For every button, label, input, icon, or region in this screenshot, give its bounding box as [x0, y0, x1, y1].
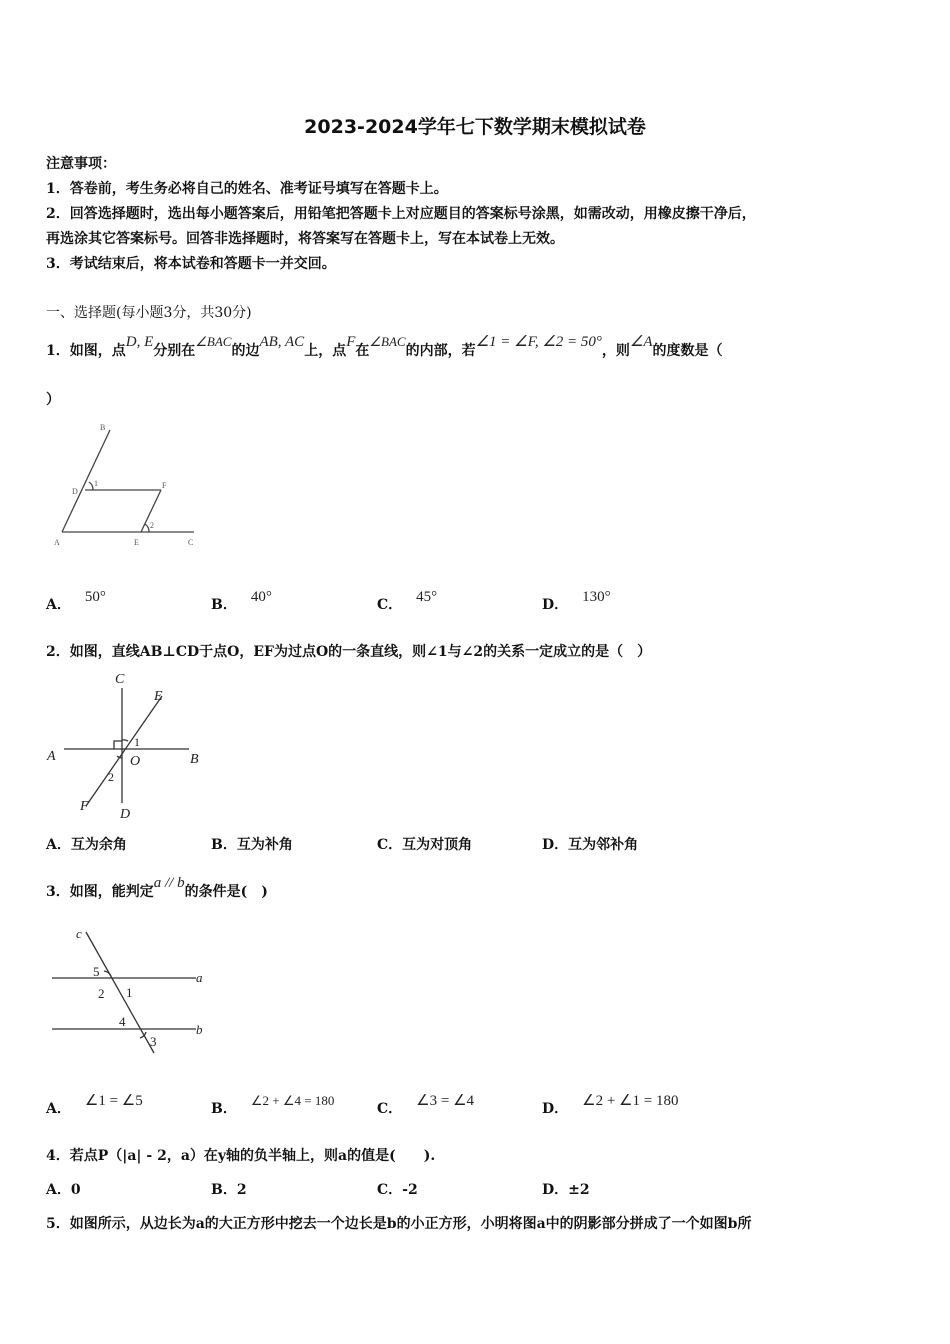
notes-heading: 注意事项：: [46, 156, 116, 172]
q4-option-c[interactable]: C．-2: [377, 1182, 418, 1198]
q4-option-b[interactable]: B．2: [211, 1182, 247, 1198]
question-1-figure: [46, 420, 206, 555]
q1-option-a[interactable]: A． 50°: [46, 589, 106, 613]
label-angle-5: 5: [93, 964, 100, 979]
q1-option-b[interactable]: B． 40°: [211, 589, 272, 613]
q3-option-b[interactable]: B．∠2 + ∠4 = 180: [211, 1093, 335, 1117]
question-2-text: 2．如图，直线AB⊥CD于点O，EF为过点O的一条直线，则∠1与∠2的关系一定成立的是（ ）: [46, 644, 652, 660]
q4-option-a[interactable]: A．0: [46, 1182, 81, 1198]
angle-1-arc: [122, 740, 128, 741]
label-d: D: [120, 807, 131, 822]
label-e: E: [134, 538, 139, 547]
label-angle-2: 2: [150, 521, 154, 530]
q2-option-d[interactable]: D．互为邻补角: [542, 837, 639, 853]
q1-option-c[interactable]: C． 45°: [377, 589, 438, 613]
label-b: b: [196, 1022, 203, 1037]
q2-option-a[interactable]: A．互为余角: [46, 837, 127, 853]
angle-1-arc: [89, 482, 93, 490]
page-title: 2023-2024学年七下数学期末模拟试卷: [304, 116, 646, 138]
section-heading: 一、选择题(每小题3分，共30分): [46, 305, 252, 321]
label-d: D: [72, 487, 78, 496]
q2-option-b[interactable]: B．互为补角: [211, 837, 293, 853]
line-ef: [86, 696, 162, 806]
question-5-text: 5．如图所示，从边长为a的大正方形中挖去一个边长是b的小正方形，小明将图a中的阴影部分拼成了一个如图b所: [46, 1216, 752, 1232]
label-c: c: [76, 926, 82, 941]
label-o: O: [130, 754, 141, 769]
label-angle-3: 3: [150, 1034, 157, 1049]
q1-option-d[interactable]: D． 130°: [542, 589, 611, 613]
q3-option-a[interactable]: A． ∠1 = ∠5: [46, 1093, 143, 1117]
q3-option-d[interactable]: D． ∠2 + ∠1 = 180: [542, 1093, 679, 1117]
label-f: F: [80, 799, 89, 814]
label-angle-2: 2: [108, 770, 114, 784]
q4-option-d[interactable]: D．±2: [542, 1182, 590, 1198]
question-1-text: 1．如图，点D, E分别在∠BAC的边AB, AC上，点F在∠BAC的内部，若∠1 = ∠F, ∠2 = 50°，则∠A的度数是（: [46, 334, 723, 359]
question-4-text: 4．若点P（|a| - 2，a）在y轴的负半轴上，则a的值是( ).: [46, 1148, 436, 1164]
label-a: a: [196, 970, 203, 985]
label-angle-1: 1: [94, 479, 98, 488]
question-2-figure: [44, 668, 214, 828]
label-a: A: [54, 538, 60, 547]
label-angle-1: 1: [126, 985, 133, 1000]
angle-2-arc: [117, 756, 122, 758]
label-c: C: [115, 672, 125, 687]
label-angle-2: 2: [98, 986, 105, 1001]
label-a: A: [47, 749, 56, 764]
question-3-text: 3．如图，能判定a // b的条件是( ): [46, 875, 268, 900]
label-b: B: [100, 423, 106, 432]
label-c: C: [188, 538, 194, 547]
label-e: E: [154, 689, 163, 704]
right-angle-mark: [114, 741, 122, 749]
question-1-close: ）: [46, 392, 60, 408]
label-b: B: [190, 752, 199, 767]
note-1: 1．答卷前，考生务必将自己的姓名、准考证号填写在答题卡上。: [46, 181, 448, 197]
angle-1-arc: [104, 971, 111, 976]
q3-option-c[interactable]: C． ∠3 = ∠4: [377, 1093, 475, 1117]
note-2b: 再选涂其它答案标号。回答非选择题时，将答案写在答题卡上，写在本试卷上无效。: [46, 231, 564, 247]
question-3-figure: [46, 920, 216, 1060]
note-2a: 2．回答选择题时，选出每小题答案后，用铅笔把答题卡上对应题目的答案标号涂黑，如需改动，用橡皮擦干净后，: [46, 206, 756, 222]
angle-2-arc: [145, 524, 149, 532]
label-angle-1: 1: [134, 735, 140, 749]
note-3: 3．考试结束后，将本试卷和答题卡一并交回。: [46, 256, 336, 272]
q2-option-c[interactable]: C．互为对顶角: [377, 837, 473, 853]
ray-ab: [62, 430, 110, 532]
label-angle-4: 4: [119, 1014, 126, 1029]
label-f: F: [162, 481, 167, 490]
